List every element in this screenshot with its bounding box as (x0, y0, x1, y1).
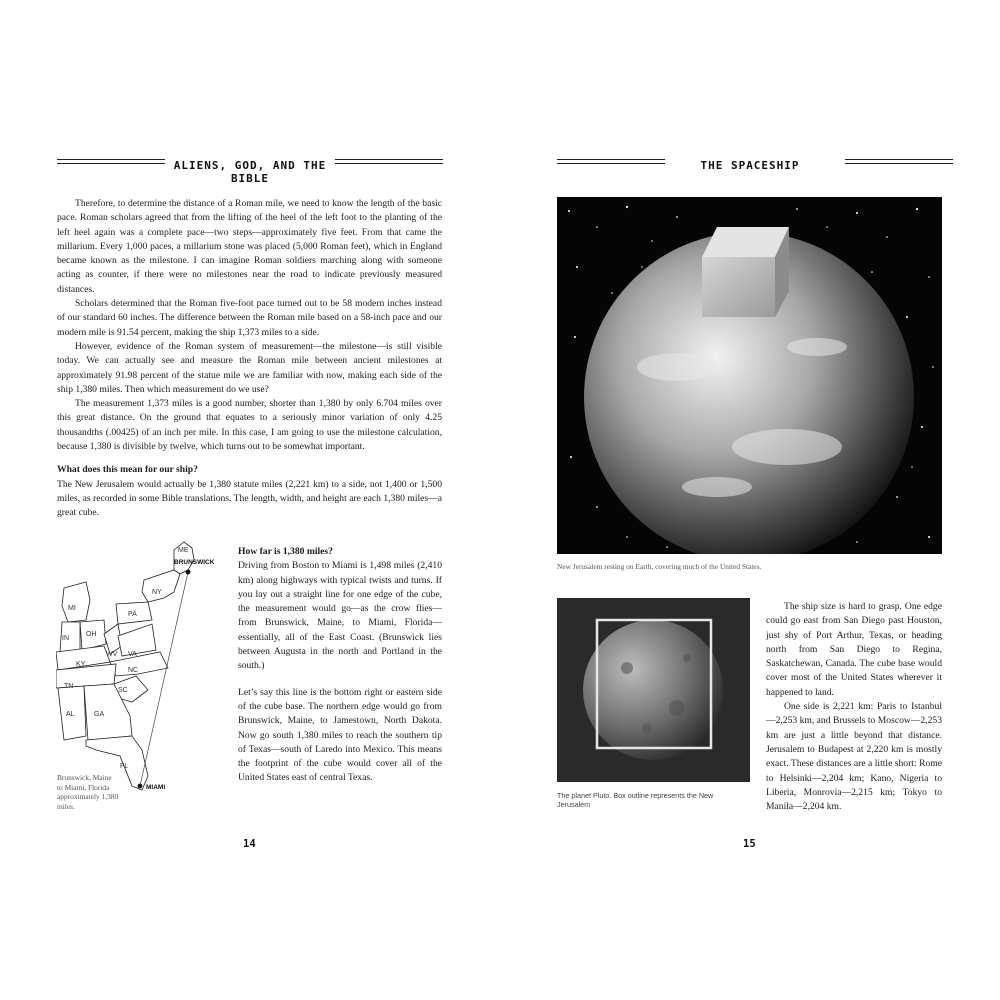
main-text-block (57, 197, 442, 521)
state-label: PA (128, 611, 137, 618)
state-label: WV (106, 651, 118, 658)
city-label-miami: MIAMI (146, 784, 166, 791)
section-subhead: What does this mean for our ship? (57, 464, 198, 476)
map-state-outline (62, 582, 90, 622)
state-label: GA (94, 711, 105, 718)
running-header: THE SPACESHIP (700, 159, 800, 172)
cube (702, 227, 789, 317)
earth-caption: New Jerusalem resting on Earth, covering much of the United States. (557, 562, 762, 571)
city-label-brunswick: BRUNSWICK (174, 559, 215, 566)
pluto-planet (583, 620, 723, 760)
state-label: MI (68, 605, 76, 612)
map-state-outline (142, 570, 180, 602)
brunswick-marker (186, 570, 191, 575)
paragraph: The ship size is hard to grasp. One edge could go east from San Diego past Houston, just shy of Port Arthur, Texas, or heading north from San Diego to Regina, Saskatchewan, Canada. The cube base would cover most of the United States wherever it happened to land. (766, 601, 942, 698)
paragraph: The New Jerusalem would actually be 1,380 statute miles (2,221 km) to a side, not 1,400 or 1,500 miles, as recorded in some Bible translations. The length, width, and height are each 1,380 miles—a great cube. (57, 478, 442, 519)
state-label: SC (118, 687, 128, 694)
paragraph: However, evidence of the Roman system of measurement—the milestone—is still visible today. We can actually see and measure the Roman mile between ancient milestones at approximately 91.98 percent of the statue mile we are familiar with now, making each side of the ship 1,380 miles. Then which measurement do we use? (57, 340, 442, 395)
state-label: ME (178, 547, 189, 554)
paragraph: Scholars determined that the Roman five-foot pace turned out to be 58 modern inches instead of our standard 60 inches. The difference between the Roman mile based on a 58-inch pace and our modern mile is 91.54 percent, making the ship 1,373 miles to a side. (57, 298, 442, 338)
pluto-illustration (557, 598, 750, 782)
section-subhead: How far is 1,380 miles? (238, 546, 333, 557)
paragraph: The measurement 1,373 miles is a good number, shorter than 1,380 by only 6.704 miles over this great distance. On the ground that equates to a seriously minor variation of only 4.25 thousandths (.00425) of an inch per mile. In this case, I am going to use the milestone calculation, because 1,380 is divisible by twelve, which turns out to be somewhat important. (57, 398, 442, 453)
state-label: NC (128, 667, 139, 674)
paragraph: Let’s say this line is the bottom right or eastern side of the cube base. The northern edge would go from Brunswick, Maine, to Jamestown, North Dakota. Now go south 1,380 miles to reach the southern tip of Texas—south of Laredo into Mexico. This means the footprint of the cube would cover all of the United States east of central Texas. (238, 686, 442, 784)
map-state-outline (110, 652, 168, 676)
header-rule-left (57, 159, 165, 167)
header-rule-right (335, 159, 443, 167)
earth-cube-illustration (557, 197, 942, 554)
state-label: IN (62, 635, 69, 642)
right-text-block (766, 600, 942, 814)
page-number: 15 (743, 838, 756, 850)
state-label: OH (86, 631, 97, 638)
paragraph: Therefore, to determine the distance of a Roman mile, we need to know the length of the basic pace. Roman scholars agreed that from the lifting of the heel of the left foot to the planting of the left heel again was a complete pace—two steps—approximately five feet. From that came the millarium. Every 1,000 paces, a millarium stone was placed (5,000 Roman feet), which in England became known as the milestone. I can imagine Roman soldiers marching along with someone acting as counter, if there were no milestones near the road to indicate previously measured distances. (57, 198, 442, 295)
state-label: NY (152, 589, 162, 596)
state-label: AL (66, 711, 75, 718)
map-state-outline (118, 624, 156, 656)
map-caption: Brunswick, Maine to Miami, Florida approximately 1,380 miles. (57, 773, 119, 811)
pluto-caption: The planet Pluto. Box outline represents the New Jerusalem (557, 791, 714, 810)
earth-cube-graphic (557, 197, 942, 554)
header-rule-right (845, 159, 953, 167)
side-text-block (238, 545, 442, 786)
page-number: 14 (243, 838, 256, 850)
pluto-graphic (557, 598, 750, 782)
paragraph: Driving from Boston to Miami is 1,498 miles (2,410 km) along highways with typical twists and turns. If you lay out a straight line for one edge of the cube, the measurement would go—as the crow flies—from Brunswick, Maine, to Miami, Florida—essentially, all of the East Coast. (Brunswick lies between Augusta in the north and Portland in the south.) (238, 560, 442, 672)
state-label: KY (76, 661, 86, 668)
paragraph: One side is 2,221 km: Paris to Istanbul—2,253 km, and Brussels to Moscow—2,253 km are just a little beyond that distance. Jerusalem to Budapest at 2,220 km is mostly exact. These distances are a little short: Rome to Helsinki—2,204 km; Kano, Nigeria to Liberia, Monrovia—2,215 km; Tokyo to Manila—2,204 km. (766, 701, 942, 813)
running-header: ALIENS, GOD, AND THE BIBLE (173, 159, 327, 185)
state-label: FL (120, 763, 129, 770)
miami-marker (138, 784, 143, 789)
state-label: TN (64, 683, 74, 690)
state-label: VA (128, 651, 137, 658)
east-coast-map (56, 540, 226, 800)
header-rule-left (557, 159, 665, 167)
